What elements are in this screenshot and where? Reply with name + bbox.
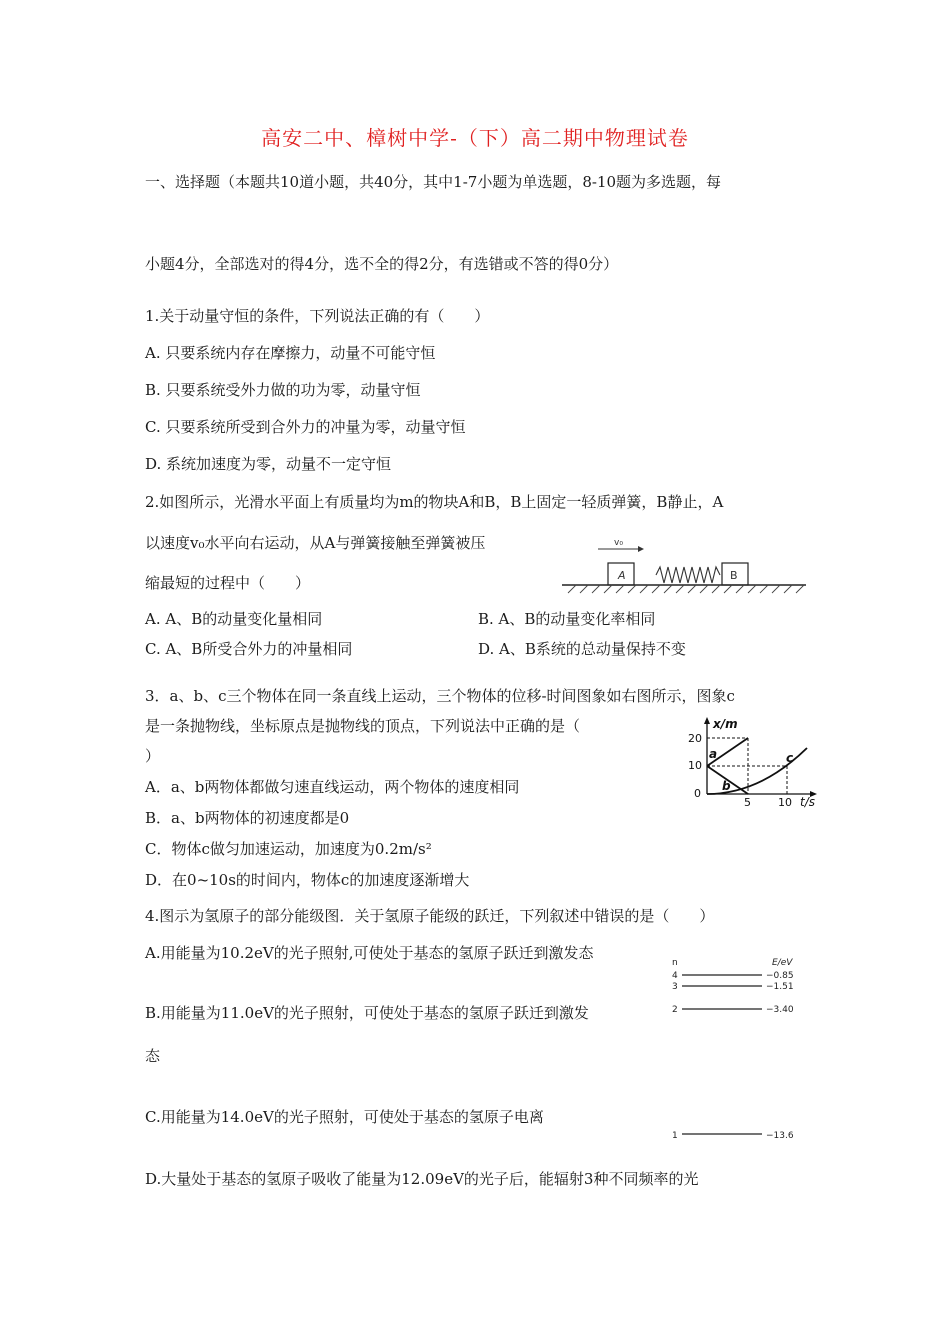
label-c: c bbox=[786, 751, 794, 765]
q2-stem-line1: 2.如图所示，光滑水平面上有质量均为m的物块A和B，B上固定一轻质弹簧，B静止，A bbox=[145, 493, 724, 511]
q3-stem-line2: 是一条抛物线，坐标原点是抛物线的顶点，下列说法中正确的是（ bbox=[145, 717, 581, 735]
q2-stem-line2: 以速度v₀水平向右运动，从A与弹簧接触至弹簧被压 bbox=[145, 534, 486, 552]
level-n-2: 2 bbox=[672, 1005, 678, 1015]
x-tick-5: 5 bbox=[744, 796, 751, 809]
level-n-3: 3 bbox=[672, 982, 678, 992]
level-n-1: 1 bbox=[672, 1131, 678, 1141]
level-header-n: n bbox=[672, 958, 678, 968]
q3-option-c: C．物体c做匀加速运动，加速度为0.2m/s² bbox=[145, 840, 432, 858]
level-header-e: E/eV bbox=[772, 958, 793, 968]
x-tick-10: 10 bbox=[778, 796, 792, 809]
q2-figure bbox=[560, 535, 810, 597]
q4-option-c: C.用能量为14.0eV的光子照射，可使处于基态的氢原子电离 bbox=[145, 1108, 544, 1126]
q2-option-b: B. A、B的动量变化率相同 bbox=[478, 610, 656, 628]
q3-xt-graph bbox=[680, 712, 830, 812]
y-axis-label: x/m bbox=[713, 717, 738, 731]
level-e-1: −13.6 bbox=[766, 1131, 794, 1141]
y-tick-20: 20 bbox=[688, 732, 702, 745]
q3-option-a: A．a、b两物体都做匀速直线运动，两个物体的速度相同 bbox=[145, 778, 520, 796]
q1-stem: 1.关于动量守恒的条件，下列说法正确的有（ ） bbox=[145, 307, 490, 325]
q1-option-b: B. 只要系统受外力做的功为零，动量守恒 bbox=[145, 381, 421, 399]
section-instructions-line1: 一、选择题（本题共10道小题，共40分，其中1-7小题为单选题，8-10题为多选题，每 bbox=[145, 173, 722, 191]
q1-option-c: C. 只要系统所受到合外力的冲量为零，动量守恒 bbox=[145, 418, 466, 436]
q4-energy-level-diagram bbox=[666, 950, 816, 1145]
q4-option-b-line1: B.用能量为11.0eV的光子照射，可使处于基态的氢原子跃迁到激发 bbox=[145, 1004, 589, 1022]
label-a: a bbox=[709, 747, 718, 761]
level-e-2: −3.40 bbox=[766, 1005, 794, 1015]
section-instructions-line2: 小题4分，全部选对的得4分，选不全的得2分，有选错或不答的得0分） bbox=[145, 255, 619, 273]
level-e-4: −0.85 bbox=[766, 971, 794, 981]
block-b-label: B bbox=[730, 569, 738, 582]
q1-option-d: D. 系统加速度为零，动量不一定守恒 bbox=[145, 455, 392, 473]
q3-option-b: B．a、b两物体的初速度都是0 bbox=[145, 809, 350, 827]
label-b: b bbox=[722, 779, 731, 793]
velocity-label: v₀ bbox=[614, 538, 623, 548]
level-n-4: 4 bbox=[672, 971, 678, 981]
q4-option-d: D.大量处于基态的氢原子吸收了能量为12.09eV的光子后，能辐射3种不同频率的光 bbox=[145, 1170, 699, 1188]
y-tick-0: 0 bbox=[694, 787, 701, 800]
q4-option-b-line2: 态 bbox=[145, 1047, 161, 1065]
q3-option-d: D．在0~10s的时间内，物体c的加速度逐渐增大 bbox=[145, 871, 470, 889]
block-a-label: A bbox=[618, 569, 626, 582]
q2-stem-line3: 缩最短的过程中（ ） bbox=[145, 574, 311, 592]
q1-option-a: A. 只要系统内存在摩擦力，动量不可能守恒 bbox=[145, 344, 436, 362]
q2-option-d: D. A、B系统的总动量保持不变 bbox=[478, 640, 686, 658]
floor-hatching bbox=[568, 585, 804, 593]
spring bbox=[656, 567, 720, 583]
q4-stem: 4.图示为氢原子的部分能级图．关于氢原子能级的跃迁，下列叙述中错误的是（ ） bbox=[145, 907, 715, 925]
q4-option-a: A.用能量为10.2eV的光子照射,可使处于基态的氢原子跃迁到激发态 bbox=[145, 944, 594, 962]
q3-stem-line3: ） bbox=[145, 747, 161, 765]
q2-option-c: C. A、B所受合外力的冲量相同 bbox=[145, 640, 353, 658]
level-e-3: −1.51 bbox=[766, 982, 794, 992]
page-title: 高安二中、樟树中学-（下）高二期中物理试卷 bbox=[261, 126, 689, 150]
q3-stem-line1: 3．a、b、c三个物体在同一条直线上运动，三个物体的位移-时间图象如右图所示，图象c bbox=[145, 687, 735, 705]
q2-option-a: A. A、B的动量变化量相同 bbox=[145, 610, 323, 628]
y-tick-10: 10 bbox=[688, 759, 702, 772]
x-axis-label: t/s bbox=[800, 795, 815, 809]
